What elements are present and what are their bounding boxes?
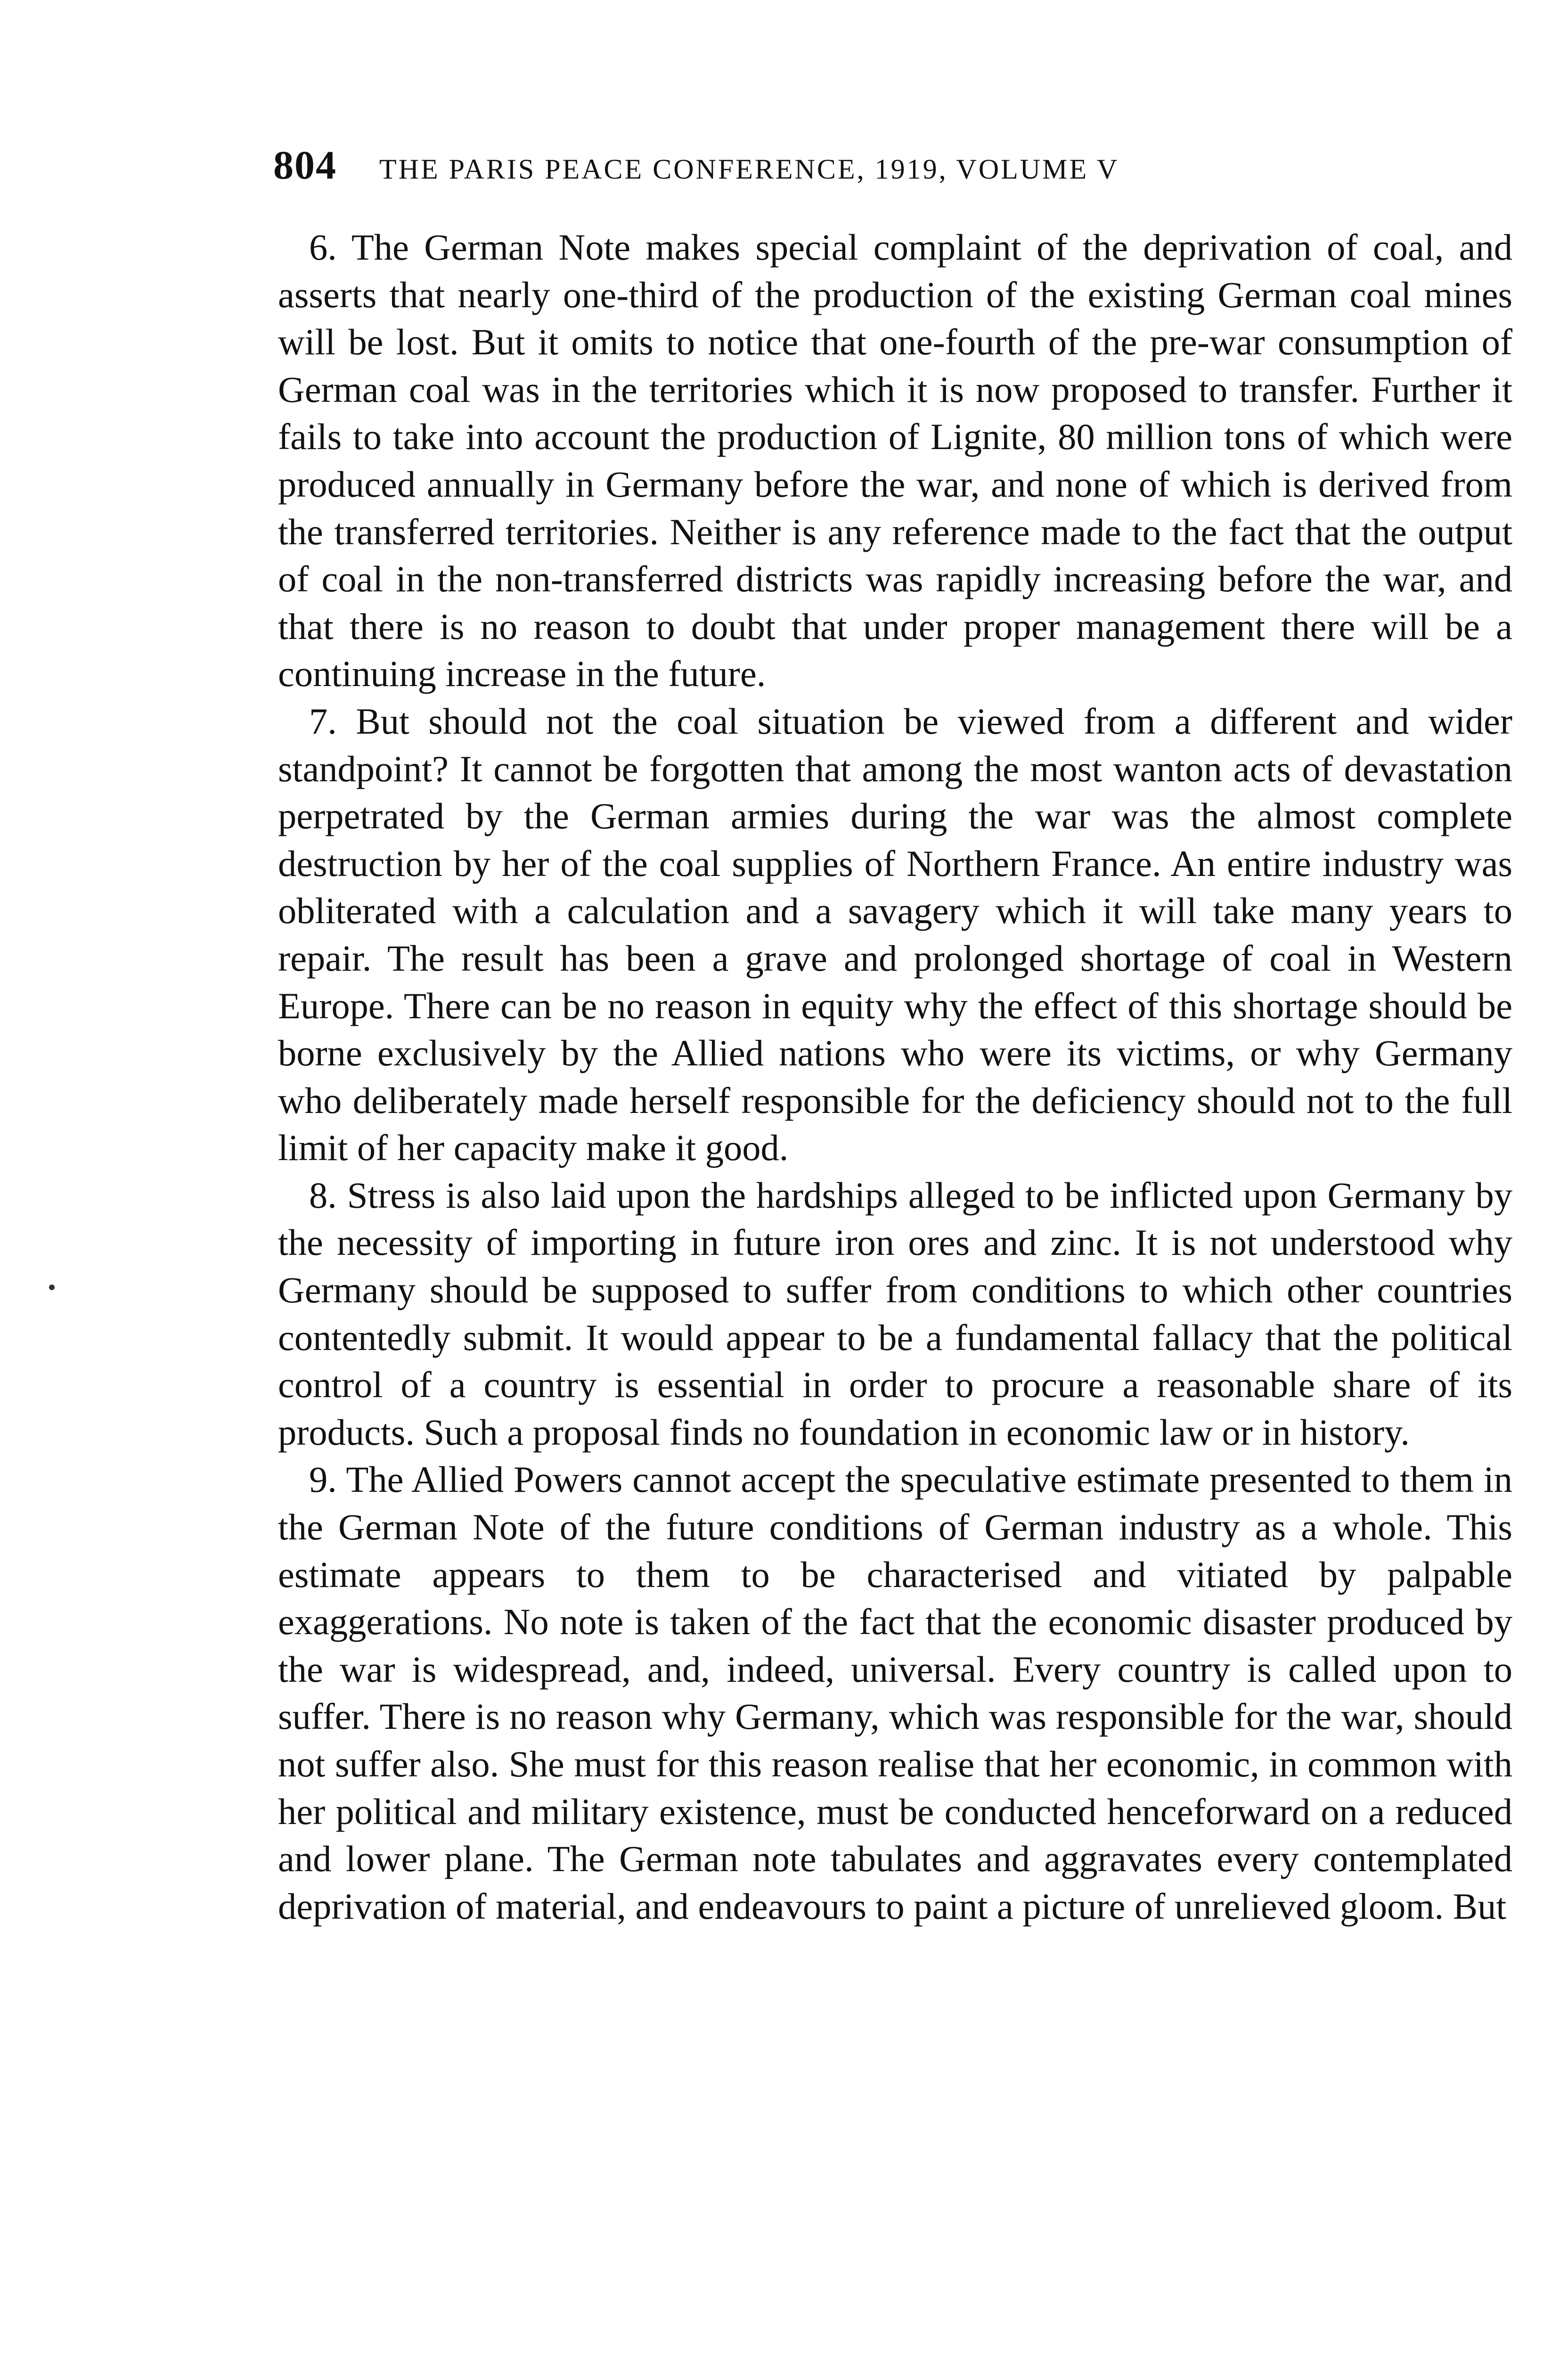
running-head: THE PARIS PEACE CONFERENCE, 1919, VOLUME V (379, 154, 1119, 185)
paragraph-7: 7. But should not the coal situation be viewed from a different and wider standpoint? It cannot be forgotten that among the most wanton acts of devastation perpetrated by the German armies during the war was the almost complete destruction by her of the coal supplies of Northern France. An entire industry was obliterated with a calculation and a savagery which it will take many years to repair. The result has been a grave and prolonged shortage of coal in Western Europe. There can be no reason in equity why the effect of this shortage should be borne exclusively by the Allied nations who were its victims, or why Germany who deliberately made herself responsible for the deficiency should not to the full limit of her capacity make it good. (278, 700, 1512, 1169)
body-text (278, 224, 1512, 1930)
paragraph-9: 9. The Allied Powers cannot accept the speculative estimate presented to them in the German Note of the future conditions of German industry as a whole. This estimate appears to them to be characterised and vitiated by palpable exaggerations. No note is taken of the fact that the economic disaster produced by the war is widespread, and, indeed, universal. Every country is called upon to suffer. There is no reason why Germany, which was responsible for the war, should not suffer also. She must for this reason realise that her economic, in common with her political and military existence, must be conducted henceforward on a reduced and lower plane. The German note tabulates and aggravates every contemplated deprivation of material, and endeavours to paint a picture of unrelieved gloom. But (278, 1459, 1512, 1927)
margin-mark (49, 1284, 55, 1290)
paragraph-8: 8. Stress is also laid upon the hardships alleged to be inflicted upon Germany by the necessity of importing in future iron ores and zinc. It is not understood why Germany should be supposed to suffer from conditions to which other countries contentedly submit. It would appear to be a fundamental fallacy that the political control of a country is essential in order to procure a reasonable share of its products. Such a proposal finds no foundation in economic law or in history. (278, 1174, 1512, 1453)
page-header (273, 141, 1517, 198)
paragraph-6: 6. The German Note makes special complaint of the deprivation of coal, and asserts that nearly one-third of the production of the existing German coal mines will be lost. But it omits to notice that one-fourth of the pre-war consumption of German coal was in the territories which it is now proposed to transfer. Further it fails to take into account the production of Lignite, 80 million tons of which were produced annually in Germany before the war, and none of which is derived from the transferred territories. Neither is any reference made to the fact that the output of coal in the non-transferred districts was rapidly increasing before the war, and that there is no reason to doubt that under proper management there will be a continuing increase in the future. (278, 227, 1512, 695)
page-number: 804 (273, 142, 337, 188)
